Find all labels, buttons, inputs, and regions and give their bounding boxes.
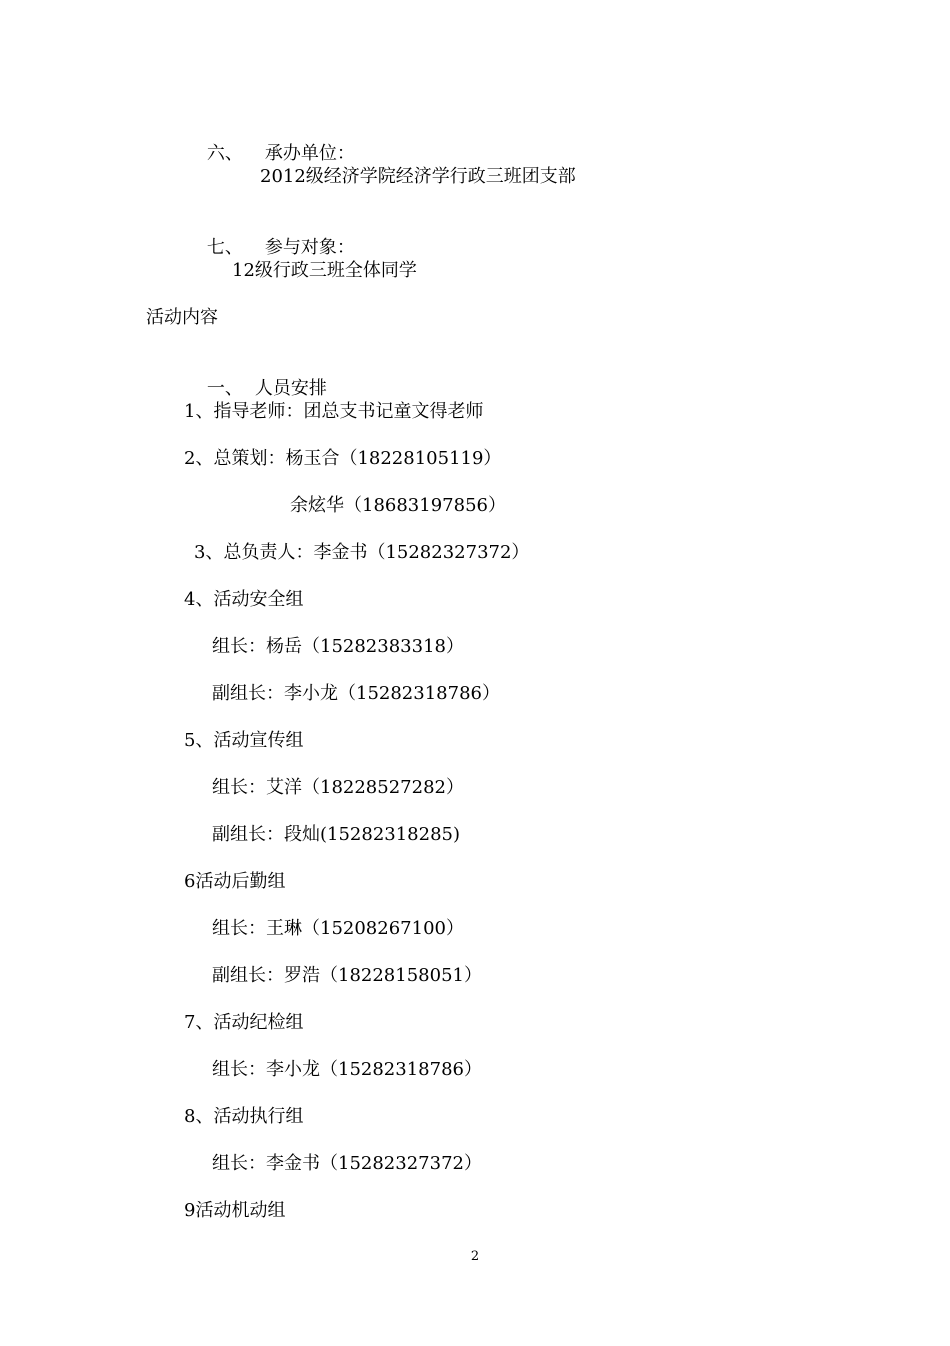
list-item: 7、活动纪检组 (184, 1012, 304, 1033)
participants-heading: 参与对象： (264, 237, 355, 258)
list-item: 6活动后勤组 (184, 871, 286, 892)
participants-value: 12级行政三班全体同学 (232, 260, 417, 281)
list-item: 4、活动安全组 (184, 589, 304, 610)
staffing-heading: 人员安排 (254, 378, 327, 399)
list-item: 副组长：罗浩（18228158051） (212, 965, 482, 986)
list-item: 5、活动宣传组 (184, 730, 304, 751)
organizer-value: 2012级经济学院经济学行政三班团支部 (260, 166, 576, 187)
activity-content-title: 活动内容 (146, 307, 218, 328)
list-item: 副组长：李小龙（15282318786） (212, 683, 500, 704)
page-number: 2 (470, 1249, 480, 1264)
list-item: 8、活动执行组 (184, 1106, 304, 1127)
list-item: 组长：杨岳（15282383318） (212, 636, 464, 657)
list-item: 组长：王琳（15208267100） (212, 918, 464, 939)
list-item: 组长：艾洋（18228527282） (212, 777, 464, 798)
list-item: 组长：李小龙（15282318786） (212, 1059, 482, 1080)
list-item: 3、总负责人：李金书（15282327372） (194, 542, 530, 563)
list-item: 组长：李金书（15282327372） (212, 1153, 482, 1174)
list-item: 1、指导老师：团总支书记童文得老师 (184, 401, 484, 422)
list-item: 余炫华（18683197856） (290, 495, 506, 516)
list-item: 9活动机动组 (184, 1200, 286, 1221)
organizer-section-number: 六、 (206, 143, 243, 164)
staffing-number: 一、 (206, 378, 243, 399)
organizer-heading: 承办单位： (264, 143, 355, 164)
list-item: 副组长：段灿(15282318285) (212, 824, 461, 845)
list-item: 2、总策划：杨玉合（18228105119） (184, 448, 502, 469)
participants-section-number: 七、 (206, 237, 243, 258)
